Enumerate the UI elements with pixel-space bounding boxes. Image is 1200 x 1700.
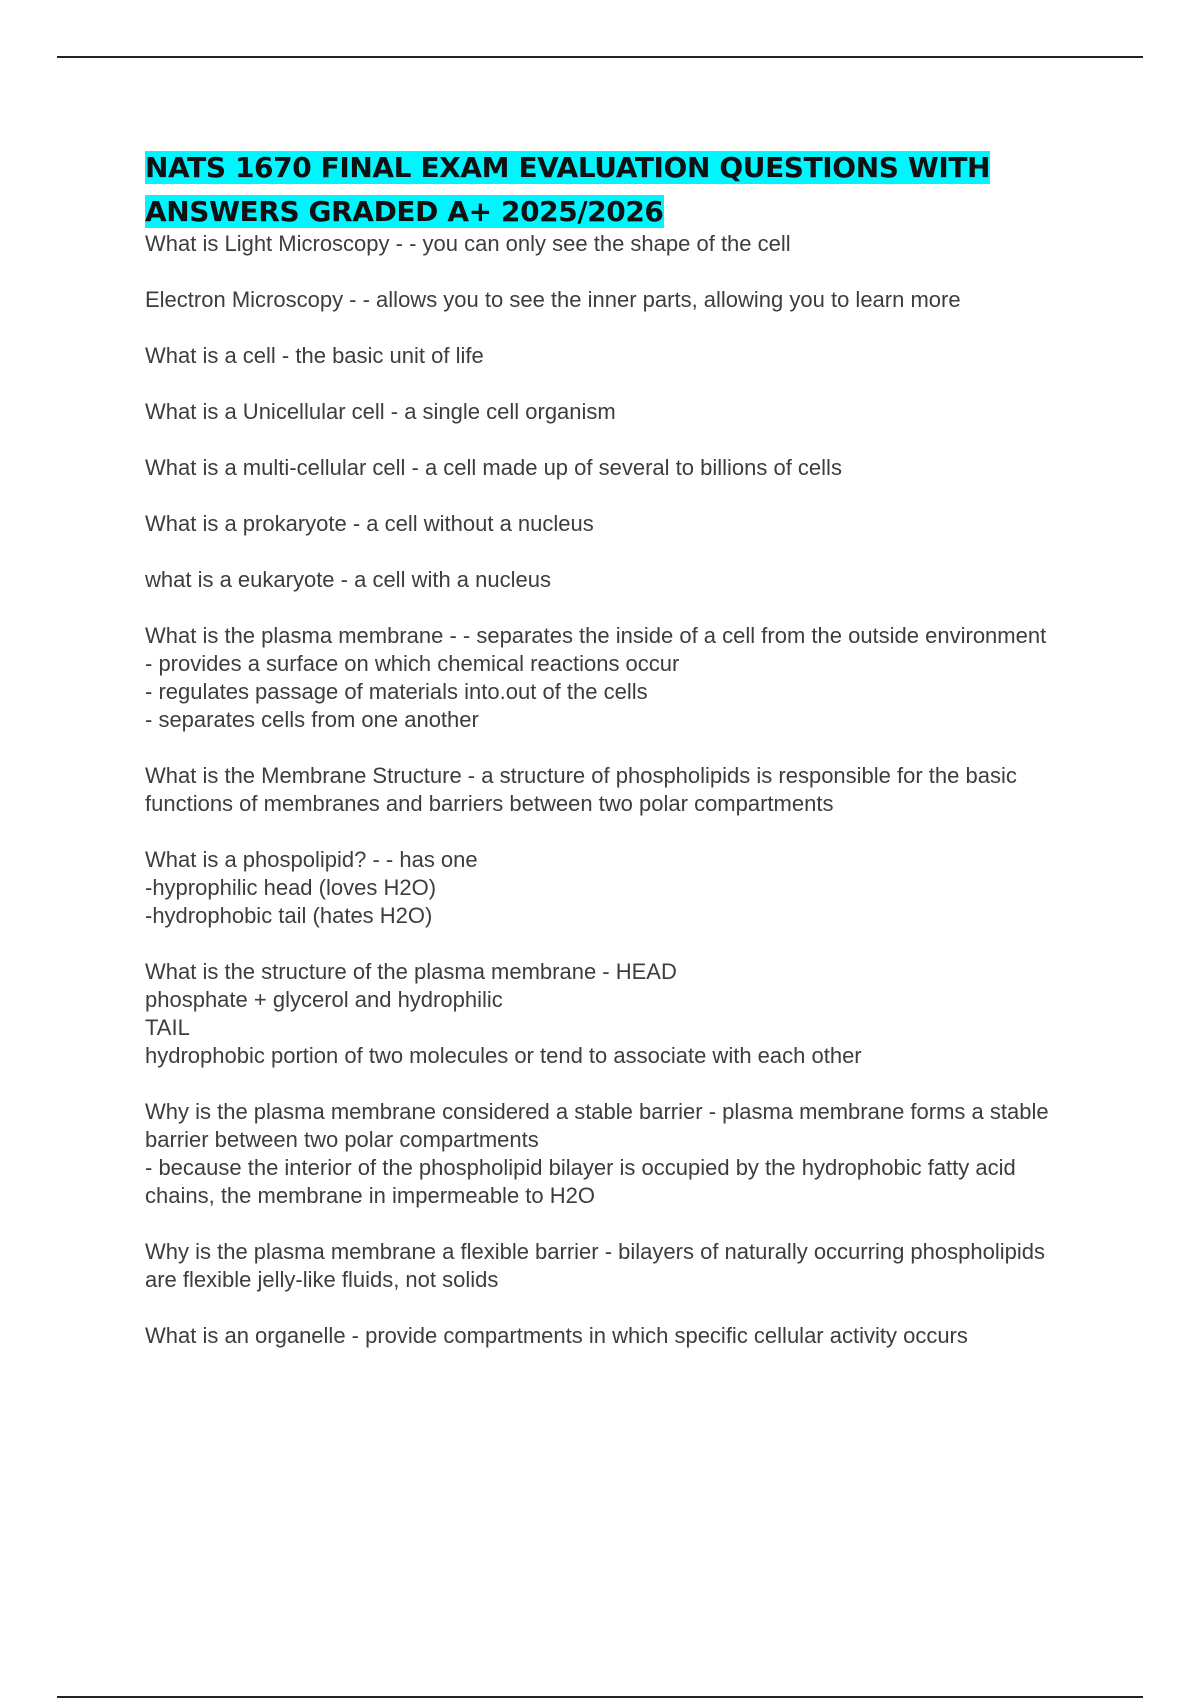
page-bottom-rule [57,1696,1143,1698]
document-title [145,146,1075,234]
document-title-text: NATS 1670 FINAL EXAM EVALUATION QUESTIONS WITH ANSWERS GRADED A+ 2025/2026 [145,151,991,228]
qa-item: What is the plasma membrane - - separates the inside of a cell from the outside environment - provides a surface on which chemical reactions occur - regulates passage of materials into.out of the cells - separates cells from one another [145,623,1047,732]
qa-item: What is the structure of the plasma membrane - HEAD phosphate + glycerol and hydrophilic TAIL hydrophobic portion of two molecules or tend to associate with each other [145,959,862,1068]
qa-item: What is the Membrane Structure - a structure of phospholipids is responsible for the basic functions of membranes and barriers between two polar compartments [145,763,1017,816]
qa-item: Why is the plasma membrane considered a stable barrier - plasma membrane forms a stable barrier between two polar compartments - because the interior of the phospholipid bilayer is occupied by the hydrophobic fatty acid chains, the membrane in impermeable to H2O [145,1099,1049,1208]
qa-item: what is a eukaryote - a cell with a nucleus [145,567,551,592]
qa-item: What is a cell - the basic unit of life [145,343,484,368]
qa-item: What is Light Microscopy - - you can only see the shape of the cell [145,231,791,256]
qa-item: What is a phospolipid? - - has one -hyprophilic head (loves H2O) -hydrophobic tail (hates H2O) [145,847,478,928]
qa-item: Why is the plasma membrane a flexible barrier - bilayers of naturally occurring phospholipids are flexible jelly-like fluids, not solids [145,1239,1045,1292]
qa-item: What is an organelle - provide compartments in which specific cellular activity occurs [145,1323,968,1348]
qa-item: What is a multi-cellular cell - a cell made up of several to billions of cells [145,455,842,480]
page-top-rule [57,56,1143,58]
qa-item: What is a prokaryote - a cell without a nucleus [145,511,594,536]
qa-item: Electron Microscopy - - allows you to see the inner parts, allowing you to learn more [145,287,961,312]
document-body [145,146,1075,1378]
qa-item: What is a Unicellular cell - a single cell organism [145,399,616,424]
